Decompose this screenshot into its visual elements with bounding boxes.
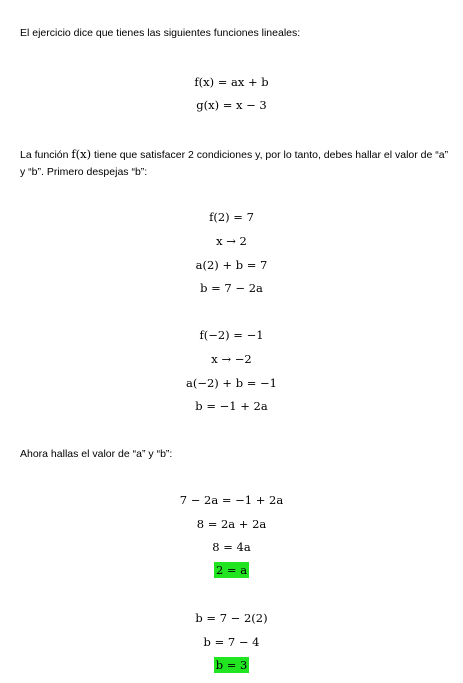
result-b-highlight: b = 3: [215, 658, 248, 672]
equation-8-eq-4a: 8 = 4a: [212, 540, 251, 554]
equation-f: f(x) = ax + b: [194, 75, 269, 89]
equation-x-to-2: x → 2: [216, 234, 247, 248]
inline-fx: f(x): [71, 147, 92, 161]
equation-b-substitute: b = 7 − 2(2): [195, 611, 268, 625]
result-a-row: [0, 562, 463, 578]
result-a-highlight: 2 = a: [215, 563, 248, 577]
equation-g: g(x) = x − 3: [196, 98, 267, 112]
intro-text: El ejercicio dice que tienes las siguientes funciones lineales:: [20, 27, 301, 39]
equation-b-from-second: b = −1 + 2a: [195, 399, 268, 413]
condition-text-end: tiene que satisfacer 2 condiciones y, por lo tanto, debes hallar el valor de “a” y “b”. Primero despejas “b”:: [20, 149, 449, 178]
equation-collect-a: 8 = 2a + 2a: [196, 517, 267, 531]
equation-a2-plus-b: a(2) + b = 7: [195, 258, 268, 272]
equation-x-to-minus2: x → −2: [211, 352, 252, 366]
equation-b-simplify: b = 7 − 4: [203, 635, 260, 649]
result-b-row: [0, 657, 463, 673]
condition-text-start: La función: [20, 149, 72, 161]
equation-equate-b: 7 − 2a = −1 + 2a: [179, 493, 284, 507]
solve-intro-text: Ahora hallas el valor de “a” y “b”:: [20, 448, 173, 460]
equation-f2: f(2) = 7: [209, 210, 254, 224]
condition-paragraph: [20, 146, 451, 181]
equation-f-minus2: f(−2) = −1: [199, 328, 264, 342]
equation-b-from-first: b = 7 − 2a: [200, 281, 263, 295]
equation-a-minus2-plus-b: a(−2) + b = −1: [186, 376, 277, 390]
